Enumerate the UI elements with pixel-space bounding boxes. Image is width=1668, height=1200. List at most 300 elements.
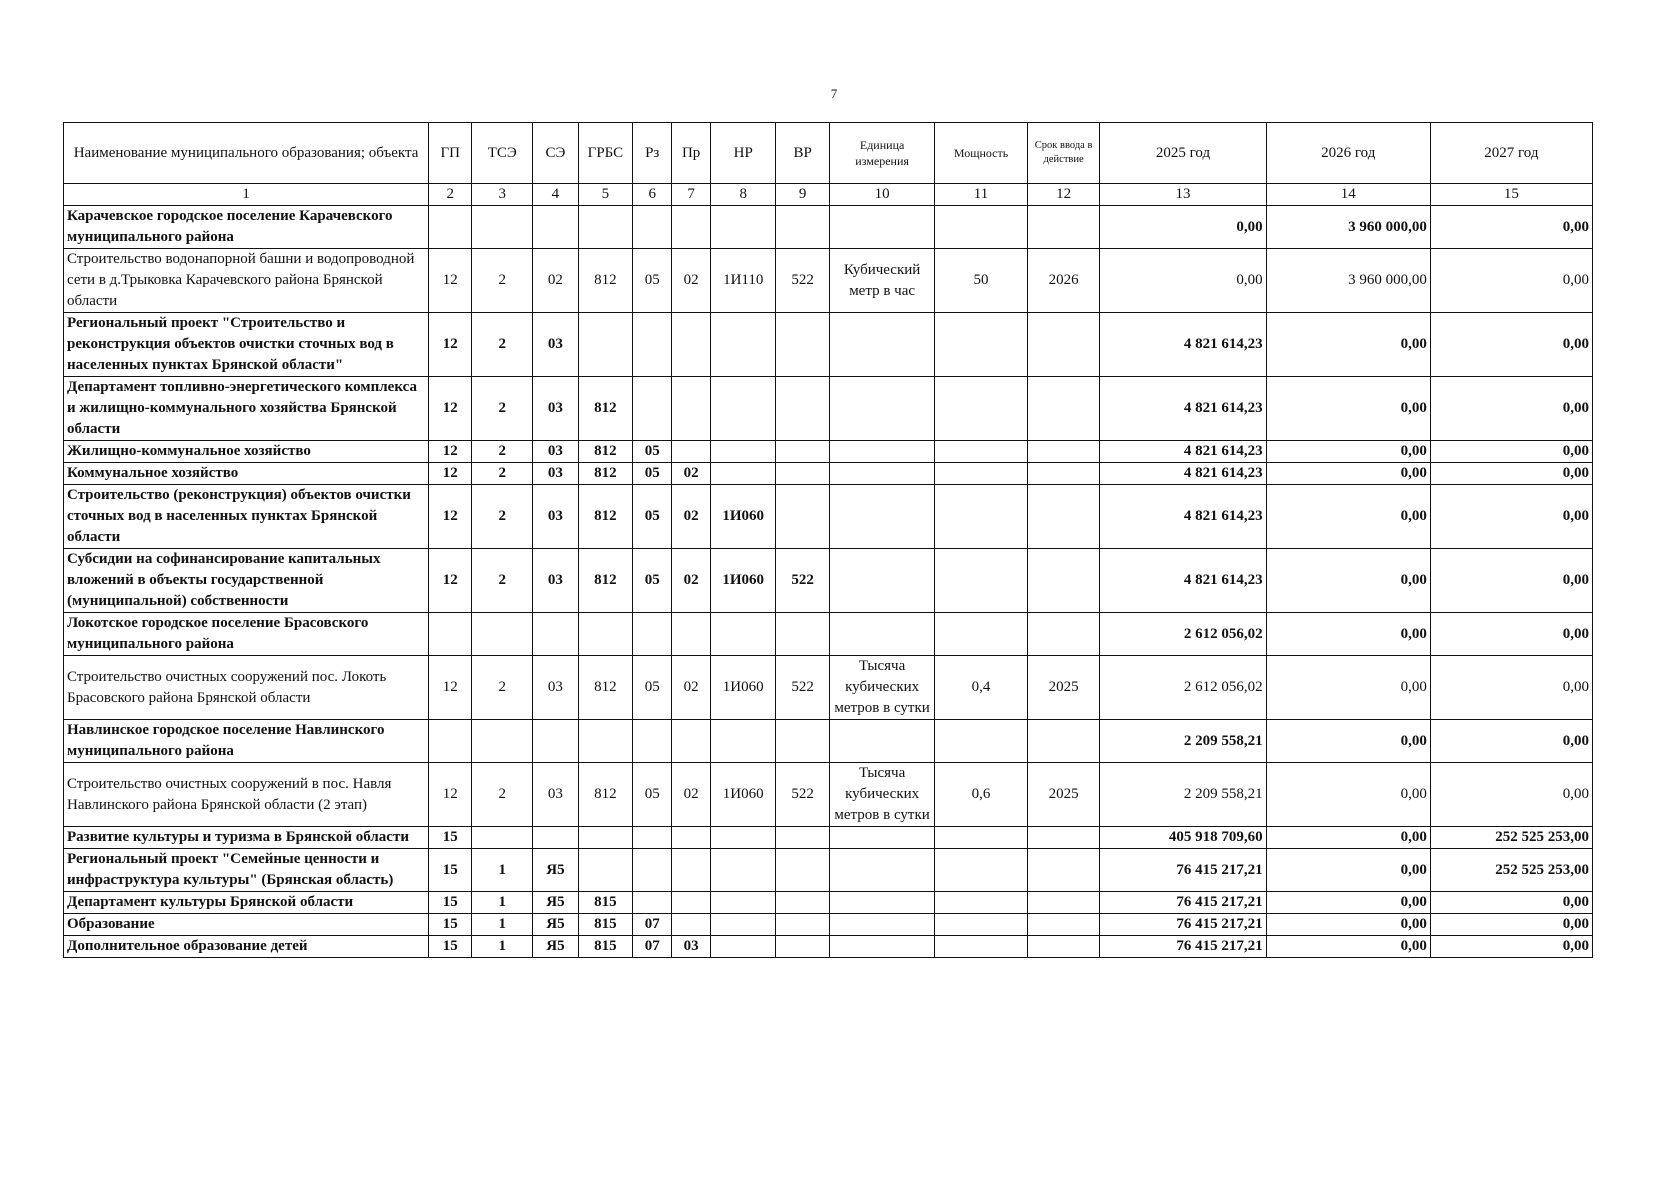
header-cell: Единица измерения <box>830 123 935 184</box>
table-row <box>64 463 1593 485</box>
nr-cell <box>711 936 776 958</box>
vr-cell <box>776 206 830 249</box>
vr-cell <box>776 720 830 763</box>
term-cell <box>1027 827 1100 849</box>
unit-cell <box>830 377 935 441</box>
tse-cell: 2 <box>472 313 533 377</box>
column-number: 4 <box>533 184 578 206</box>
header-cell: ГП <box>429 123 472 184</box>
amount-2026-cell: 0,00 <box>1266 892 1430 914</box>
grbs-cell <box>578 313 633 377</box>
gp-cell: 15 <box>429 914 472 936</box>
gp-cell <box>429 720 472 763</box>
tse-cell: 1 <box>472 849 533 892</box>
term-cell <box>1027 485 1100 549</box>
tse-cell <box>472 827 533 849</box>
power-cell <box>935 892 1028 914</box>
pr-cell <box>672 206 711 249</box>
column-number: 3 <box>472 184 533 206</box>
amount-2025-cell: 76 415 217,21 <box>1100 936 1266 958</box>
header-cell: 2027 год <box>1430 123 1592 184</box>
row-name-cell: Департамент культуры Брянской области <box>64 892 429 914</box>
gp-cell: 12 <box>429 377 472 441</box>
se-cell <box>533 206 578 249</box>
se-cell: 03 <box>533 377 578 441</box>
amount-2025-cell: 76 415 217,21 <box>1100 892 1266 914</box>
vr-cell <box>776 613 830 656</box>
vr-cell <box>776 892 830 914</box>
gp-cell: 15 <box>429 849 472 892</box>
row-name-cell: Строительство очистных сооружений пос. Локоть Брасовского района Брянской области <box>64 656 429 720</box>
header-cell: Пр <box>672 123 711 184</box>
header-cell: 2025 год <box>1100 123 1266 184</box>
grbs-cell: 815 <box>578 892 633 914</box>
table-row <box>64 249 1593 313</box>
gp-cell: 15 <box>429 827 472 849</box>
column-number: 1 <box>64 184 429 206</box>
power-cell: 50 <box>935 249 1028 313</box>
unit-cell <box>830 827 935 849</box>
nr-cell <box>711 720 776 763</box>
amount-2027-cell: 0,00 <box>1430 377 1592 441</box>
amount-2027-cell: 252 525 253,00 <box>1430 827 1592 849</box>
power-cell <box>935 549 1028 613</box>
pr-cell: 02 <box>672 549 711 613</box>
pr-cell: 02 <box>672 763 711 827</box>
table-row <box>64 313 1593 377</box>
rz-cell <box>633 720 672 763</box>
grbs-cell: 812 <box>578 485 633 549</box>
term-cell <box>1027 892 1100 914</box>
power-cell <box>935 827 1028 849</box>
table-row <box>64 849 1593 892</box>
rz-cell <box>633 313 672 377</box>
amount-2026-cell: 0,00 <box>1266 313 1430 377</box>
nr-cell <box>711 849 776 892</box>
vr-cell <box>776 485 830 549</box>
pr-cell <box>672 849 711 892</box>
nr-cell: 1И110 <box>711 249 776 313</box>
gp-cell: 12 <box>429 549 472 613</box>
amount-2027-cell: 0,00 <box>1430 549 1592 613</box>
power-cell <box>935 485 1028 549</box>
rz-cell: 05 <box>633 763 672 827</box>
page-number: 7 <box>830 86 838 101</box>
power-cell <box>935 377 1028 441</box>
term-cell <box>1027 720 1100 763</box>
power-cell <box>935 914 1028 936</box>
term-cell <box>1027 313 1100 377</box>
term-cell: 2025 <box>1027 763 1100 827</box>
table-body <box>64 206 1593 958</box>
tse-cell: 2 <box>472 463 533 485</box>
grbs-cell: 812 <box>578 441 633 463</box>
amount-2027-cell: 0,00 <box>1430 313 1592 377</box>
unit-cell: Тысяча кубических метров в сутки <box>830 656 935 720</box>
table-row <box>64 613 1593 656</box>
row-name-cell: Строительство (реконструкция) объектов очистки сточных вод в населенных пунктах Брянской области <box>64 485 429 549</box>
se-cell <box>533 827 578 849</box>
se-cell: Я5 <box>533 914 578 936</box>
unit-cell: Тысяча кубических метров в сутки <box>830 763 935 827</box>
grbs-cell: 812 <box>578 549 633 613</box>
column-number: 12 <box>1027 184 1100 206</box>
tse-cell <box>472 206 533 249</box>
tse-cell: 2 <box>472 763 533 827</box>
table-row <box>64 656 1593 720</box>
grbs-cell <box>578 206 633 249</box>
pr-cell <box>672 827 711 849</box>
header-cell: ГРБС <box>578 123 633 184</box>
unit-cell <box>830 206 935 249</box>
amount-2026-cell: 0,00 <box>1266 936 1430 958</box>
term-cell <box>1027 463 1100 485</box>
unit-cell <box>830 849 935 892</box>
column-number: 8 <box>711 184 776 206</box>
power-cell <box>935 206 1028 249</box>
table-row <box>64 892 1593 914</box>
header-cell: Рз <box>633 123 672 184</box>
pr-cell <box>672 720 711 763</box>
amount-2027-cell: 0,00 <box>1430 613 1592 656</box>
amount-2027-cell: 0,00 <box>1430 463 1592 485</box>
amount-2027-cell: 0,00 <box>1430 892 1592 914</box>
table-row <box>64 441 1593 463</box>
nr-cell: 1И060 <box>711 549 776 613</box>
amount-2025-cell: 2 209 558,21 <box>1100 763 1266 827</box>
pr-cell <box>672 613 711 656</box>
amount-2026-cell: 0,00 <box>1266 763 1430 827</box>
amount-2026-cell: 0,00 <box>1266 441 1430 463</box>
rz-cell <box>633 849 672 892</box>
amount-2027-cell: 0,00 <box>1430 936 1592 958</box>
amount-2025-cell: 4 821 614,23 <box>1100 441 1266 463</box>
vr-cell <box>776 377 830 441</box>
row-name-cell: Карачевское городское поселение Карачевского муниципального района <box>64 206 429 249</box>
pr-cell <box>672 892 711 914</box>
power-cell <box>935 441 1028 463</box>
column-number: 15 <box>1430 184 1592 206</box>
grbs-cell <box>578 720 633 763</box>
unit-cell <box>830 441 935 463</box>
amount-2027-cell: 0,00 <box>1430 485 1592 549</box>
amount-2026-cell: 3 960 000,00 <box>1266 206 1430 249</box>
term-cell <box>1027 206 1100 249</box>
column-number: 13 <box>1100 184 1266 206</box>
grbs-cell: 812 <box>578 463 633 485</box>
term-cell <box>1027 849 1100 892</box>
row-name-cell: Дополнительное образование детей <box>64 936 429 958</box>
table-row <box>64 914 1593 936</box>
row-name-cell: Строительство очистных сооружений в пос. Навля Навлинского района Брянской области (2 этап) <box>64 763 429 827</box>
budget-table <box>63 122 1593 958</box>
vr-cell <box>776 936 830 958</box>
row-name-cell: Локотское городское поселение Брасовского муниципального района <box>64 613 429 656</box>
grbs-cell <box>578 613 633 656</box>
amount-2026-cell: 0,00 <box>1266 485 1430 549</box>
power-cell <box>935 849 1028 892</box>
amount-2025-cell: 0,00 <box>1100 206 1266 249</box>
tse-cell: 2 <box>472 656 533 720</box>
unit-cell <box>830 313 935 377</box>
table-row <box>64 549 1593 613</box>
nr-cell <box>711 892 776 914</box>
tse-cell: 1 <box>472 936 533 958</box>
nr-cell <box>711 377 776 441</box>
column-number: 5 <box>578 184 633 206</box>
amount-2025-cell: 4 821 614,23 <box>1100 313 1266 377</box>
tse-cell: 2 <box>472 377 533 441</box>
nr-cell <box>711 914 776 936</box>
rz-cell: 07 <box>633 914 672 936</box>
gp-cell <box>429 206 472 249</box>
nr-cell <box>711 463 776 485</box>
power-cell: 0,6 <box>935 763 1028 827</box>
row-name-cell: Развитие культуры и туризма в Брянской области <box>64 827 429 849</box>
rz-cell <box>633 377 672 441</box>
gp-cell: 12 <box>429 763 472 827</box>
vr-cell: 522 <box>776 249 830 313</box>
se-cell: 03 <box>533 763 578 827</box>
row-name-cell: Субсидии на софинансирование капитальных вложений в объекты государственной (муниципальной) собственности <box>64 549 429 613</box>
amount-2025-cell: 2 209 558,21 <box>1100 720 1266 763</box>
gp-cell: 12 <box>429 485 472 549</box>
tse-cell: 2 <box>472 249 533 313</box>
power-cell <box>935 720 1028 763</box>
header-row <box>64 123 1593 184</box>
term-cell <box>1027 613 1100 656</box>
amount-2026-cell: 3 960 000,00 <box>1266 249 1430 313</box>
rz-cell <box>633 206 672 249</box>
amount-2026-cell: 0,00 <box>1266 720 1430 763</box>
row-name-cell: Жилищно-коммунальное хозяйство <box>64 441 429 463</box>
se-cell: Я5 <box>533 849 578 892</box>
table-row <box>64 936 1593 958</box>
row-name-cell: Департамент топливно-энергетического комплекса и жилищно-коммунального хозяйства Брянской области <box>64 377 429 441</box>
column-number: 10 <box>830 184 935 206</box>
gp-cell: 15 <box>429 892 472 914</box>
amount-2027-cell: 0,00 <box>1430 656 1592 720</box>
rz-cell: 05 <box>633 485 672 549</box>
unit-cell <box>830 613 935 656</box>
amount-2026-cell: 0,00 <box>1266 827 1430 849</box>
pr-cell: 03 <box>672 936 711 958</box>
gp-cell: 12 <box>429 656 472 720</box>
rz-cell <box>633 827 672 849</box>
tse-cell: 1 <box>472 892 533 914</box>
se-cell <box>533 720 578 763</box>
nr-cell: 1И060 <box>711 656 776 720</box>
grbs-cell: 812 <box>578 763 633 827</box>
vr-cell: 522 <box>776 549 830 613</box>
grbs-cell: 812 <box>578 656 633 720</box>
term-cell: 2025 <box>1027 656 1100 720</box>
term-cell <box>1027 549 1100 613</box>
tse-cell: 2 <box>472 441 533 463</box>
rz-cell: 05 <box>633 463 672 485</box>
amount-2027-cell: 0,00 <box>1430 441 1592 463</box>
table-row <box>64 377 1593 441</box>
grbs-cell <box>578 849 633 892</box>
nr-cell <box>711 827 776 849</box>
gp-cell: 12 <box>429 441 472 463</box>
row-name-cell: Строительство водонапорной башни и водопроводной сети в д.Трыковка Карачевского района Брянской области <box>64 249 429 313</box>
amount-2026-cell: 0,00 <box>1266 463 1430 485</box>
table-row <box>64 485 1593 549</box>
power-cell: 0,4 <box>935 656 1028 720</box>
table-row <box>64 827 1593 849</box>
amount-2026-cell: 0,00 <box>1266 377 1430 441</box>
term-cell: 2026 <box>1027 249 1100 313</box>
amount-2027-cell: 0,00 <box>1430 206 1592 249</box>
amount-2025-cell: 405 918 709,60 <box>1100 827 1266 849</box>
se-cell <box>533 613 578 656</box>
nr-cell: 1И060 <box>711 763 776 827</box>
pr-cell <box>672 313 711 377</box>
vr-cell <box>776 441 830 463</box>
header-cell: Срок ввода в действие <box>1027 123 1100 184</box>
header-cell: 2026 год <box>1266 123 1430 184</box>
unit-cell: Кубический метр в час <box>830 249 935 313</box>
unit-cell <box>830 914 935 936</box>
row-name-cell: Навлинское городское поселение Навлинского муниципального района <box>64 720 429 763</box>
rz-cell: 05 <box>633 249 672 313</box>
nr-cell <box>711 441 776 463</box>
vr-cell <box>776 313 830 377</box>
unit-cell <box>830 936 935 958</box>
unit-cell <box>830 892 935 914</box>
header-cell: СЭ <box>533 123 578 184</box>
amount-2027-cell: 252 525 253,00 <box>1430 849 1592 892</box>
unit-cell <box>830 549 935 613</box>
column-number-row <box>64 184 1593 206</box>
column-number: 6 <box>633 184 672 206</box>
row-name-cell: Образование <box>64 914 429 936</box>
amount-2025-cell: 4 821 614,23 <box>1100 485 1266 549</box>
nr-cell: 1И060 <box>711 485 776 549</box>
nr-cell <box>711 313 776 377</box>
se-cell: 03 <box>533 549 578 613</box>
rz-cell: 07 <box>633 936 672 958</box>
tse-cell <box>472 720 533 763</box>
amount-2025-cell: 76 415 217,21 <box>1100 849 1266 892</box>
se-cell: 02 <box>533 249 578 313</box>
nr-cell <box>711 206 776 249</box>
grbs-cell: 815 <box>578 914 633 936</box>
grbs-cell: 812 <box>578 249 633 313</box>
amount-2025-cell: 4 821 614,23 <box>1100 377 1266 441</box>
amount-2027-cell: 0,00 <box>1430 249 1592 313</box>
amount-2026-cell: 0,00 <box>1266 613 1430 656</box>
gp-cell: 12 <box>429 463 472 485</box>
term-cell <box>1027 914 1100 936</box>
column-number: 14 <box>1266 184 1430 206</box>
amount-2027-cell: 0,00 <box>1430 763 1592 827</box>
gp-cell: 12 <box>429 313 472 377</box>
column-number: 2 <box>429 184 472 206</box>
unit-cell <box>830 720 935 763</box>
pr-cell: 02 <box>672 463 711 485</box>
vr-cell <box>776 463 830 485</box>
unit-cell <box>830 463 935 485</box>
se-cell: 03 <box>533 485 578 549</box>
se-cell: 03 <box>533 656 578 720</box>
header-cell: НР <box>711 123 776 184</box>
amount-2027-cell: 0,00 <box>1430 720 1592 763</box>
grbs-cell <box>578 827 633 849</box>
gp-cell: 15 <box>429 936 472 958</box>
rz-cell: 05 <box>633 549 672 613</box>
tse-cell: 2 <box>472 549 533 613</box>
term-cell <box>1027 936 1100 958</box>
amount-2025-cell: 4 821 614,23 <box>1100 463 1266 485</box>
pr-cell: 02 <box>672 485 711 549</box>
pr-cell <box>672 914 711 936</box>
se-cell: Я5 <box>533 892 578 914</box>
header-cell: Наименование муниципального образования; объекта <box>64 123 429 184</box>
nr-cell <box>711 613 776 656</box>
vr-cell <box>776 849 830 892</box>
row-name-cell: Региональный проект "Семейные ценности и инфраструктура культуры" (Брянская область) <box>64 849 429 892</box>
pr-cell <box>672 441 711 463</box>
amount-2027-cell: 0,00 <box>1430 914 1592 936</box>
vr-cell: 522 <box>776 763 830 827</box>
se-cell: 03 <box>533 313 578 377</box>
term-cell <box>1027 377 1100 441</box>
amount-2025-cell: 0,00 <box>1100 249 1266 313</box>
row-name-cell: Региональный проект "Строительство и реконструкция объектов очистки сточных вод в населенных пунктах Брянской области" <box>64 313 429 377</box>
column-number: 7 <box>672 184 711 206</box>
gp-cell: 12 <box>429 249 472 313</box>
rz-cell <box>633 892 672 914</box>
amount-2026-cell: 0,00 <box>1266 656 1430 720</box>
vr-cell <box>776 827 830 849</box>
power-cell <box>935 463 1028 485</box>
pr-cell: 02 <box>672 249 711 313</box>
header-cell: Мощность <box>935 123 1028 184</box>
amount-2026-cell: 0,00 <box>1266 914 1430 936</box>
header-cell: ВР <box>776 123 830 184</box>
amount-2025-cell: 4 821 614,23 <box>1100 549 1266 613</box>
power-cell <box>935 313 1028 377</box>
amount-2025-cell: 76 415 217,21 <box>1100 914 1266 936</box>
se-cell: 03 <box>533 463 578 485</box>
grbs-cell: 812 <box>578 377 633 441</box>
grbs-cell: 815 <box>578 936 633 958</box>
tse-cell <box>472 613 533 656</box>
table-row <box>64 720 1593 763</box>
row-name-cell: Коммунальное хозяйство <box>64 463 429 485</box>
amount-2026-cell: 0,00 <box>1266 549 1430 613</box>
table-row <box>64 206 1593 249</box>
rz-cell: 05 <box>633 441 672 463</box>
pr-cell <box>672 377 711 441</box>
amount-2025-cell: 2 612 056,02 <box>1100 656 1266 720</box>
vr-cell: 522 <box>776 656 830 720</box>
table-row <box>64 763 1593 827</box>
amount-2025-cell: 2 612 056,02 <box>1100 613 1266 656</box>
pr-cell: 02 <box>672 656 711 720</box>
se-cell: Я5 <box>533 936 578 958</box>
term-cell <box>1027 441 1100 463</box>
vr-cell <box>776 914 830 936</box>
power-cell <box>935 936 1028 958</box>
amount-2026-cell: 0,00 <box>1266 849 1430 892</box>
rz-cell <box>633 613 672 656</box>
tse-cell: 2 <box>472 485 533 549</box>
column-number: 9 <box>776 184 830 206</box>
column-number: 11 <box>935 184 1028 206</box>
